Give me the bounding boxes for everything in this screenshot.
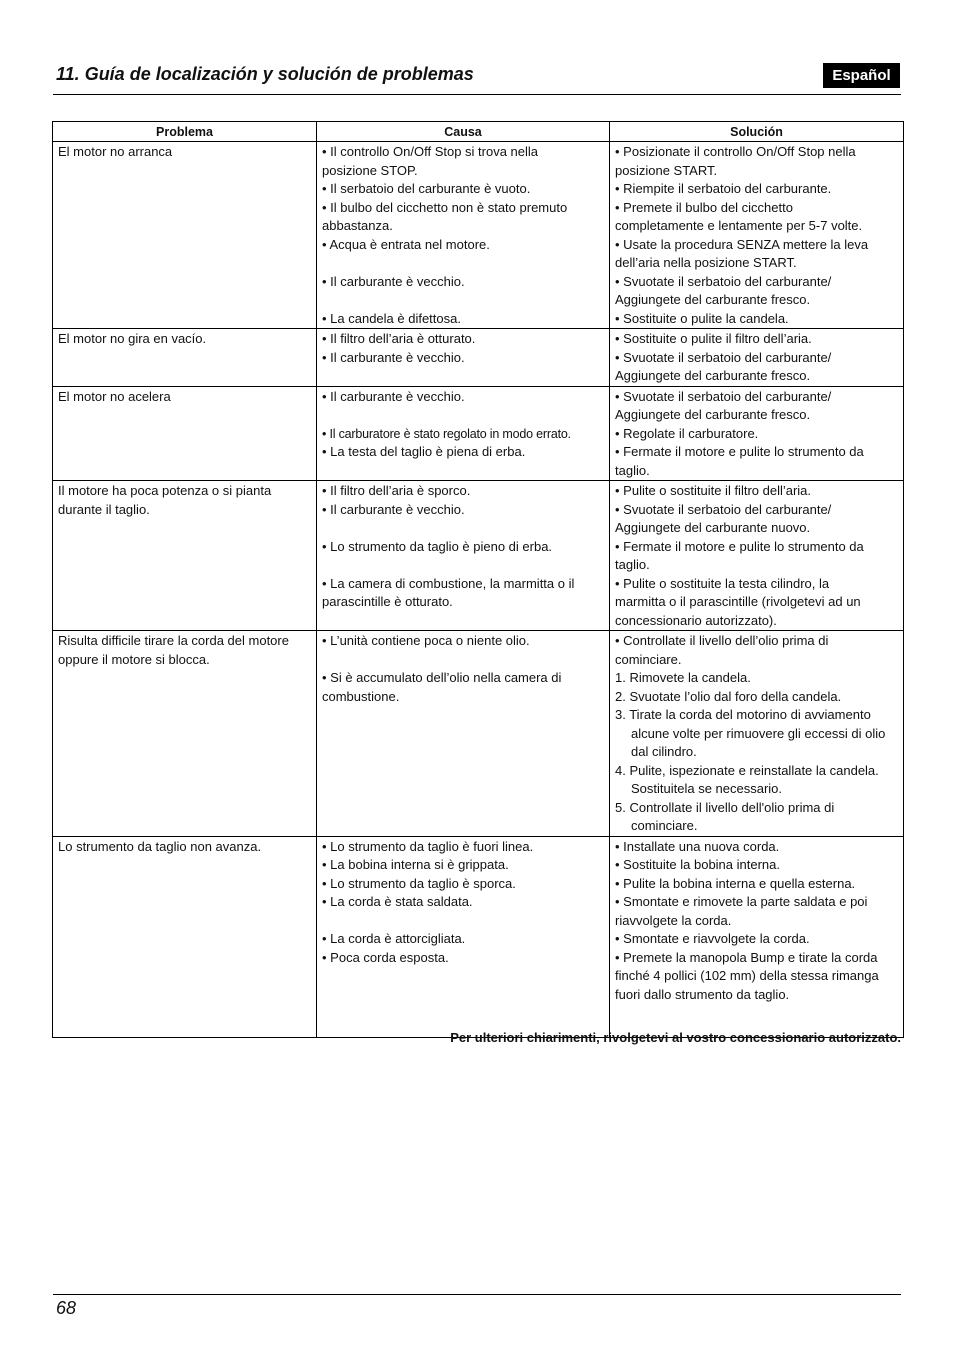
cause-line (322, 651, 604, 670)
solution-line: Aggiungete del carburante nuovo. (615, 520, 811, 535)
problem-cell (53, 386, 317, 481)
solution-line: • Sostituite o pulite la candela. (615, 310, 789, 326)
cause-line: • Lo strumento da taglio è sporca. (322, 875, 516, 891)
solution-line: • Pulite la bobina interna e quella esterna. (615, 875, 856, 891)
cause-line: • La bobina interna si è grippata. (322, 857, 509, 872)
solution-line: • Pulite o sostituite la testa cilindro, la (615, 575, 830, 591)
cause-cell (317, 329, 610, 387)
cause-line: • La corda è stata saldata. (322, 894, 473, 909)
cause-line: • Poca corda esposta. (322, 949, 449, 965)
problem-text: Il motore ha poca potenza o si pianta (58, 483, 272, 498)
table-row (53, 386, 904, 481)
solution-step: 4. Pulite, ispezionate e reinstallate la candela. Sostituitela se necessario. (615, 762, 879, 796)
solution-line: concessionario autorizzato). (615, 612, 777, 628)
problem-cell (53, 329, 317, 387)
solution-cell (610, 836, 904, 1037)
table-row (53, 329, 904, 387)
solution-line: • Svuotate il serbatoio del carburante/ (615, 273, 832, 289)
solution-line: • Regolate il carburatore. (615, 425, 759, 441)
solution-line: • Posizionate il controllo On/Off Stop nella (615, 144, 856, 159)
solution-line: • Controllate il livello dell’olio prima di (615, 633, 829, 648)
cause-line: • La testa del taglio è piena di erba. (322, 444, 526, 459)
page-number: 68 (56, 1298, 77, 1318)
cause-line: posizione STOP. (322, 162, 418, 178)
cause-line: abbastanza. (322, 218, 393, 233)
solution-step: 5. Controllate il livello dell'olio prima di cominciare. (615, 799, 835, 833)
solution-line: • Fermate il motore e pulite lo strumento da (615, 444, 864, 459)
language-badge: Español (823, 63, 900, 88)
cause-line: • Il serbatoio del carburante è vuoto. (322, 181, 531, 196)
problem-text: oppure il motore si blocca. (58, 651, 210, 667)
cause-line: • Si è accumulato dell’olio nella camera di (322, 670, 562, 685)
cause-line: parascintille è otturato. (322, 594, 453, 609)
problem-text: El motor no acelera (58, 388, 171, 404)
cause-line: • Il controllo On/Off Stop si trova nella (322, 144, 539, 159)
column-header-problem: Problema (53, 122, 317, 142)
cause-line: • La candela è difettosa. (322, 310, 461, 326)
cause-line (322, 519, 604, 538)
solution-line: • Smontate e rimovete la parte saldata e poi (615, 894, 868, 909)
solution-line: • Premete la manopola Bump e tirate la corda (615, 949, 878, 965)
solution-line: taglio. (615, 557, 650, 572)
solution-line: dell’aria nella posizione START. (615, 255, 797, 270)
cause-line: • Il carburatore è stato regolato in modo errato. (322, 426, 571, 441)
cause-line: • Il carburante è vecchio. (322, 273, 465, 289)
troubleshooting-table (52, 121, 904, 1038)
solution-line: • Sostituite o pulite il filtro dell’aria. (615, 331, 812, 346)
table-header-row (53, 122, 904, 142)
solution-line: • Svuotate il serbatoio del carburante/ (615, 388, 832, 404)
solution-line: • Installate una nuova corda. (615, 838, 780, 854)
solution-line: • Svuotate il serbatoio del carburante/ (615, 501, 832, 517)
cause-line (322, 406, 604, 425)
table-row (53, 142, 904, 329)
cause-line: • Il filtro dell’aria è sporco. (322, 483, 471, 498)
cause-line: • Il filtro dell’aria è otturato. (322, 331, 476, 346)
solution-line: completamente e lentamente per 5-7 volte. (615, 218, 863, 233)
problem-text: El motor no gira en vacío. (58, 331, 207, 346)
solution-line: • Riempite il serbatoio del carburante. (615, 181, 832, 196)
solution-line: • Smontate e riavvolgete la corda. (615, 931, 810, 946)
problem-cell (53, 836, 317, 1037)
solution-cell (610, 481, 904, 631)
table-row (53, 481, 904, 631)
problem-cell (53, 631, 317, 837)
solution-cell (610, 329, 904, 387)
solution-line: fuori dallo strumento da taglio. (615, 986, 790, 1002)
footer-divider (53, 1294, 901, 1295)
cause-line (322, 254, 604, 273)
solution-line: taglio. (615, 462, 650, 478)
cause-line: • La corda è attorcigliata. (322, 931, 466, 946)
cause-cell (317, 631, 610, 837)
problem-text: Risulta difficile tirare la corda del motore (58, 633, 289, 648)
header-divider (53, 94, 901, 95)
solution-line: Aggiungete del carburante fresco. (615, 368, 811, 383)
cause-cell (317, 836, 610, 1037)
solution-line: • Pulite o sostituite il filtro dell’aria. (615, 483, 812, 498)
column-header-cause: Causa (317, 122, 610, 142)
solution-line: • Sostituite la bobina interna. (615, 857, 780, 872)
solution-line: posizione START. (615, 162, 718, 178)
cause-line: • Lo strumento da taglio è pieno di erba. (322, 538, 553, 554)
dealer-contact-note: Per ulteriori chiarimenti, rivolgetevi al vostro concessionario autorizzato. (450, 1030, 901, 1045)
page-title: 11. Guía de localización y solución de problemas (56, 64, 474, 84)
cause-cell (317, 142, 610, 329)
cause-cell (317, 481, 610, 631)
solution-step: 2. Svuotate l’olio dal foro della candela. (615, 688, 842, 704)
cause-line (322, 912, 604, 931)
cause-line: • L’unità contiene poca o niente olio. (322, 633, 530, 648)
solution-cell (610, 631, 904, 837)
solution-line: Aggiungete del carburante fresco. (615, 292, 811, 307)
problem-cell (53, 142, 317, 329)
cause-cell (317, 386, 610, 481)
solution-cell (610, 142, 904, 329)
solution-line: • Premete il bulbo del cicchetto (615, 199, 793, 215)
problem-cell (53, 481, 317, 631)
solution-step: 3. Tirate la corda del motorino di avviamento alcune volte per rimuovere gli eccessi di olio dal cilindro. (615, 707, 886, 759)
cause-line: combustione. (322, 688, 400, 704)
column-header-solution: Solución (610, 122, 904, 142)
cause-line: • Il bulbo del cicchetto non è stato premuto (322, 199, 568, 215)
cause-line: • Lo strumento da taglio è fuori linea. (322, 838, 534, 854)
problem-text: durante il taglio. (58, 501, 150, 517)
cause-line: • La camera di combustione, la marmitta o il (322, 575, 575, 591)
solution-line: • Fermate il motore e pulite lo strumento da (615, 538, 864, 554)
solution-cell (610, 386, 904, 481)
solution-line: Aggiungete del carburante fresco. (615, 407, 811, 422)
solution-line: • Usate la procedura SENZA mettere la leva (615, 236, 869, 252)
table-row (53, 631, 904, 837)
problem-text: Lo strumento da taglio non avanza. (58, 838, 262, 854)
solution-step: 1. Rimovete la candela. (615, 670, 751, 685)
solution-line: marmitta o il parascintille (rivolgetevi ad un (615, 594, 861, 609)
solution-line: riavvolgete la corda. (615, 912, 732, 928)
cause-line (322, 556, 604, 575)
cause-line: • Il carburante è vecchio. (322, 388, 465, 404)
solution-line: cominciare. (615, 651, 682, 667)
problem-text: El motor no arranca (58, 144, 173, 159)
table-row (53, 836, 904, 1037)
cause-line (322, 291, 604, 310)
solution-line: finché 4 pollici (102 mm) della stessa rimanga (615, 968, 879, 983)
cause-line: • Il carburante è vecchio. (322, 501, 465, 517)
cause-line: • Il carburante è vecchio. (322, 349, 465, 365)
cause-line: • Acqua è entrata nel motore. (322, 236, 490, 252)
solution-line: • Svuotate il serbatoio del carburante/ (615, 349, 832, 365)
